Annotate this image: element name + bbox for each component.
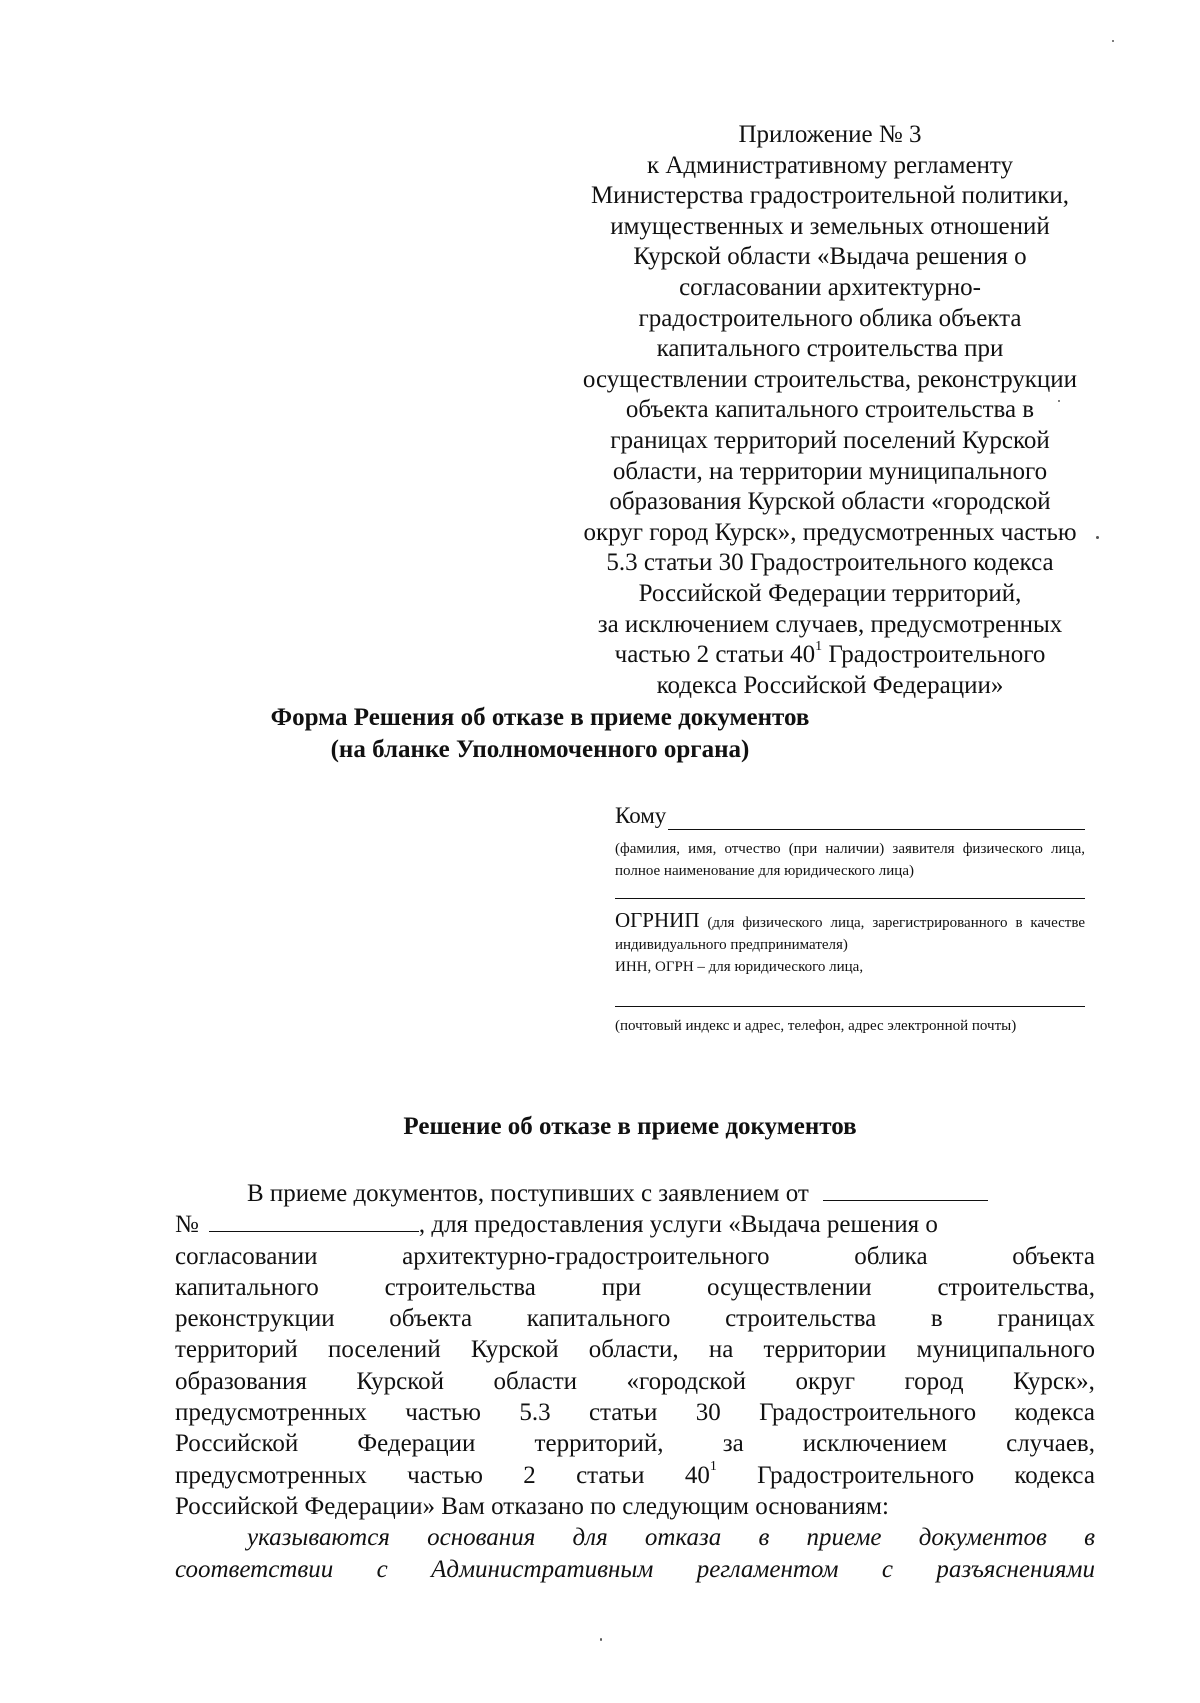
body-text: Российской Федерации» Вам отказано по следующим основаниям: xyxy=(175,1492,889,1520)
scan-speck xyxy=(1112,40,1114,42)
word: области xyxy=(493,1367,578,1395)
appendix-line: Приложение № 3 xyxy=(738,121,922,148)
body-line xyxy=(175,1303,1095,1334)
body-line xyxy=(175,1366,1095,1397)
address-note: (почтовый индекс и адрес, телефон, адрес электронной почты) xyxy=(615,1018,1017,1034)
word: при xyxy=(601,1273,642,1301)
word: поселений xyxy=(327,1336,441,1364)
ogrnip-label: ОГРНИП xyxy=(615,908,700,932)
blank-line[interactable] xyxy=(615,898,1085,899)
word: Курской xyxy=(470,1336,559,1364)
decision-title: Решение об отказе в приеме документов xyxy=(403,1113,857,1140)
word: с xyxy=(376,1555,388,1583)
word: территории xyxy=(763,1336,887,1364)
appendix-line: имущественных и земельных отношений xyxy=(610,212,1050,240)
word: указываются xyxy=(247,1524,390,1552)
word: кодекса xyxy=(1014,1461,1095,1489)
inn-note: ИНН, ОГРН – для юридического лица, xyxy=(615,959,864,975)
word: капитального xyxy=(175,1273,319,1301)
word: архитектурно-градостроительного xyxy=(402,1242,770,1270)
article-number xyxy=(685,1460,717,1491)
word: округ xyxy=(795,1367,856,1395)
word: кодекса xyxy=(1014,1399,1095,1427)
appendix-text: частью 2 статьи 40 xyxy=(614,641,816,669)
appendix-line: капитального строительства при xyxy=(656,335,1004,363)
word: территорий, xyxy=(534,1430,664,1458)
body-line xyxy=(175,1209,1095,1240)
word: образования xyxy=(175,1367,307,1395)
date-blank[interactable] xyxy=(823,1178,988,1201)
word: осуществлении xyxy=(707,1273,872,1301)
word: области, xyxy=(588,1336,679,1364)
recipient-block xyxy=(615,802,1085,1037)
word: предусмотренных xyxy=(175,1461,367,1489)
body-text: В приеме документов, поступивших с заявлением от xyxy=(247,1180,809,1207)
appendix-line: согласовании архитектурно- xyxy=(679,273,981,301)
appendix-line: образования Курской области «городской xyxy=(609,488,1051,516)
scan-speck xyxy=(1058,400,1060,402)
word: за xyxy=(722,1430,744,1458)
word: частью xyxy=(405,1399,481,1427)
form-title-line: (на бланке Уполномоченного органа) xyxy=(330,736,750,763)
word: отказа xyxy=(644,1524,722,1552)
appendix-line: Российской Федерации территорий, xyxy=(638,579,1022,607)
word: Градостроительного xyxy=(759,1399,977,1427)
word: строительства, xyxy=(937,1273,1095,1301)
body-line xyxy=(175,1178,1095,1209)
word: капитального xyxy=(526,1305,671,1333)
body-text xyxy=(419,1209,1095,1240)
word: соответствии xyxy=(175,1555,334,1583)
word: строительства xyxy=(725,1305,877,1333)
word: «городской xyxy=(626,1367,746,1395)
word: Российской xyxy=(175,1430,299,1458)
word: регламентом xyxy=(696,1555,839,1583)
word: статьи xyxy=(588,1399,658,1427)
to-field xyxy=(615,802,1085,830)
word: частью xyxy=(407,1461,483,1489)
word: статьи xyxy=(576,1461,645,1489)
superscript: 1 xyxy=(709,1459,717,1475)
word: облика xyxy=(854,1242,928,1270)
body-text: № xyxy=(175,1211,199,1239)
body-line xyxy=(175,1397,1095,1428)
appendix-line: области, на территории муниципального xyxy=(612,457,1048,485)
ogrnip-note xyxy=(615,909,1085,956)
body-line xyxy=(175,1491,1095,1522)
word: 2 xyxy=(523,1461,536,1489)
word: , для предоставления услуги «Выдача решения о xyxy=(418,1211,938,1239)
word: муниципального xyxy=(916,1336,1095,1364)
appendix-line: кодекса Российской Федерации» xyxy=(656,671,1004,699)
word: с xyxy=(881,1555,893,1583)
appendix-text: Градостроительного xyxy=(822,641,1046,669)
word: объекта xyxy=(1012,1242,1095,1270)
appendix-line: границах территорий поселений Курской xyxy=(610,426,1050,454)
body-line xyxy=(175,1334,1095,1365)
appendix-line: осуществлении строительства, реконструкции xyxy=(582,365,1078,393)
form-title-line: Форма Решения об отказе в приеме документов xyxy=(270,704,810,731)
word: 30 xyxy=(695,1399,721,1427)
body-line xyxy=(175,1272,1095,1303)
appendix-line: объекта капитального строительства в xyxy=(625,396,1035,424)
appendix-line xyxy=(555,640,1105,671)
word: в xyxy=(1084,1524,1095,1552)
form-title xyxy=(160,702,920,766)
word: Административным xyxy=(431,1555,654,1583)
word: для xyxy=(572,1524,608,1552)
word: Федерации xyxy=(357,1430,476,1458)
appendix-line: градостроительного облика объекта xyxy=(638,304,1022,332)
body-line xyxy=(175,1554,1095,1585)
superscript: 1 xyxy=(815,638,823,654)
word: реконструкции xyxy=(175,1305,335,1333)
ogrnip-text: (для физического лица, зарегистрированного в качестве индивидуального предпринимателя) xyxy=(615,915,1085,953)
number-blank[interactable] xyxy=(209,1209,419,1232)
word: на xyxy=(708,1336,734,1364)
appendix-line: за исключением случаев, предусмотренных xyxy=(597,610,1063,638)
word: территорий xyxy=(175,1336,298,1364)
word: согласовании xyxy=(175,1242,318,1270)
decision-body xyxy=(175,1178,1095,1585)
word: разъяснениями xyxy=(936,1555,1095,1583)
word: документов xyxy=(918,1524,1047,1552)
body-line xyxy=(175,1428,1095,1459)
appendix-line: округ город Курск», предусмотренных частью xyxy=(583,518,1077,546)
appendix-header xyxy=(555,120,1105,701)
appendix-line: к Административному регламенту xyxy=(646,151,1014,179)
word: 40 xyxy=(684,1461,710,1489)
word: город xyxy=(904,1367,964,1395)
word: объекта xyxy=(389,1305,473,1333)
body-line xyxy=(175,1241,1095,1272)
appendix-line: 5.3 статьи 30 Градостроительного кодекса xyxy=(606,549,1054,577)
word: Курск», xyxy=(1013,1367,1095,1395)
blank-line[interactable] xyxy=(615,1006,1085,1007)
word: случаев, xyxy=(1006,1430,1095,1458)
appendix-line: Курской области «Выдача решения о xyxy=(633,243,1027,271)
word: 5.3 xyxy=(519,1399,551,1427)
word: основания xyxy=(427,1524,536,1552)
word: строительства xyxy=(384,1273,536,1301)
to-label: Кому xyxy=(615,803,667,828)
word: в xyxy=(930,1305,943,1333)
body-line xyxy=(175,1522,1095,1553)
word: в xyxy=(758,1524,770,1552)
body-line xyxy=(175,1460,1095,1491)
word: Курской xyxy=(356,1367,444,1395)
to-blank-line[interactable] xyxy=(668,809,1085,830)
scan-speck xyxy=(600,1638,602,1641)
word: приеме xyxy=(806,1524,882,1552)
word: Градостроительного xyxy=(757,1461,975,1489)
scan-speck xyxy=(1096,536,1099,539)
word: исключением xyxy=(802,1430,947,1458)
word: границах xyxy=(997,1305,1095,1333)
appendix-line: Министерства градостроительной политики, xyxy=(590,182,1070,210)
to-note: (фамилия, имя, отчество (при наличии) заявителя физического лица, полное наименование для юридического лица) xyxy=(615,841,1085,879)
word: предусмотренных xyxy=(175,1399,367,1427)
